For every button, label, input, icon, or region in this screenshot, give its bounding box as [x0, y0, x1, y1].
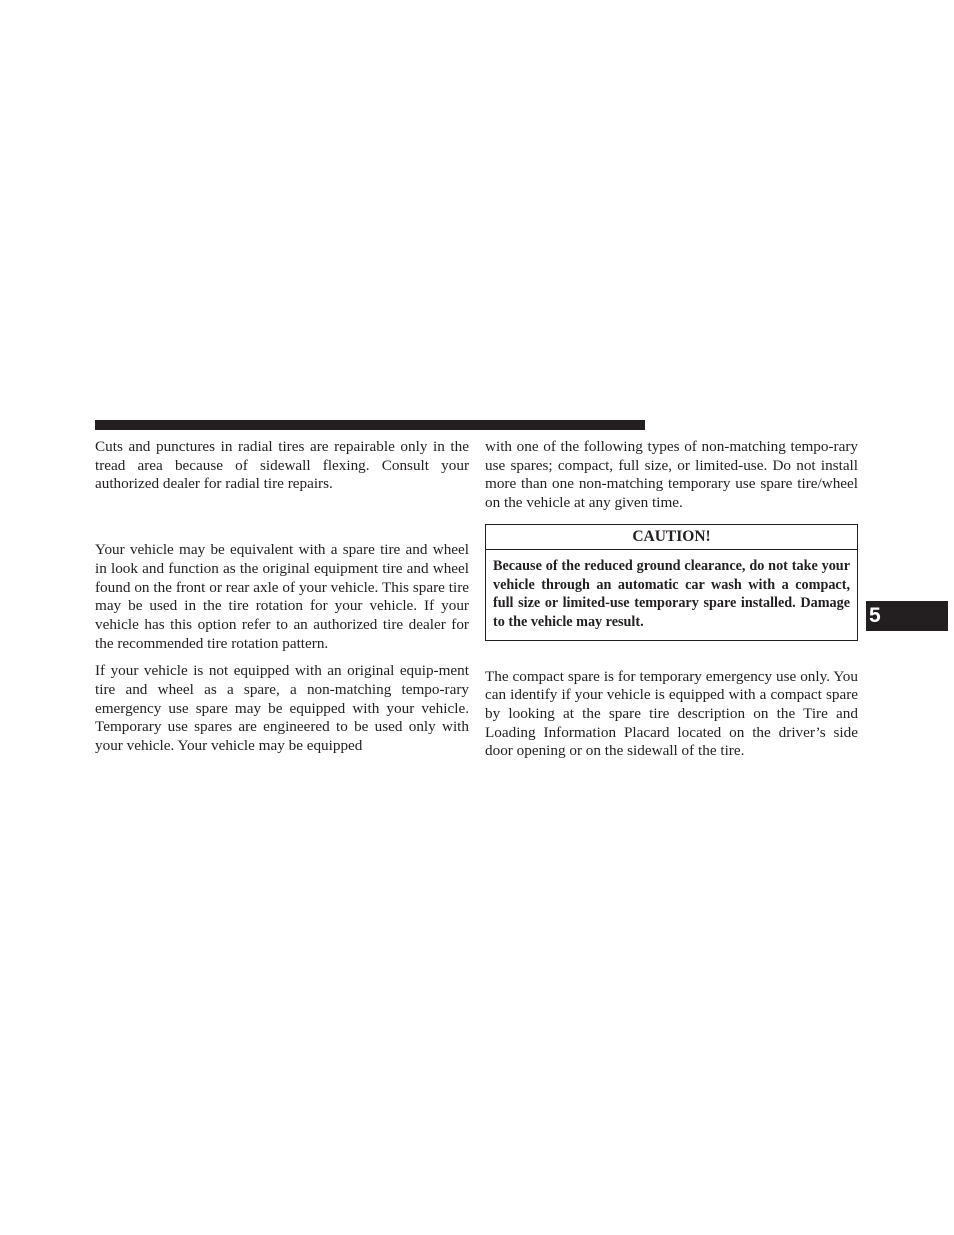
- caution-title: CAUTION!: [486, 525, 857, 550]
- right-column: [485, 438, 858, 761]
- left-column: [95, 438, 469, 756]
- section-header-rule: [95, 420, 645, 430]
- paragraph-non-matching-spare: If your vehicle is not equipped with an original equip-ment tire and wheel as a spare, a non-matching tempo-rary emergency use spare may be equipped with your vehicle. Temporary use spares are engineered to be used only with your vehicle. Your vehicle may be equipped: [95, 662, 469, 755]
- paragraph-radial-repairs: Cuts and punctures in radial tires are repairable only in the tread area because of sidewall flexing. Consult your authorized dealer for radial tire repairs.: [95, 438, 469, 493]
- paragraph-spare-types: with one of the following types of non-matching tempo-rary use spares; compact, full size, or limited-use. Do not install more than one non-matching temporary use spare tire/wheel on the vehicle at any given time.: [485, 438, 858, 512]
- paragraph-compact-spare: The compact spare is for temporary emergency use only. You can identify if your vehicle is equipped with a compact spare by looking at the spare tire description on the Tire and Loading Information Placard located on the driver’s side door opening or on the sidewall of the tire.: [485, 667, 858, 760]
- caution-box: [485, 524, 858, 641]
- paragraph-matching-spare: Your vehicle may be equivalent with a spare tire and wheel in look and function as the original equipment tire and wheel found on the front or rear axle of your vehicle. This spare tire may be used in the tire rotation for your vehicle. If your vehicle has this option refer to an authorized tire dealer for the recommended tire rotation pattern.: [95, 541, 469, 652]
- caution-body: Because of the reduced ground clearance, do not take your vehicle through an automatic car wash with a compact, full size or limited-use temporary spare installed. Damage to the vehicle may result.: [493, 557, 850, 630]
- chapter-tab: 5: [866, 601, 948, 631]
